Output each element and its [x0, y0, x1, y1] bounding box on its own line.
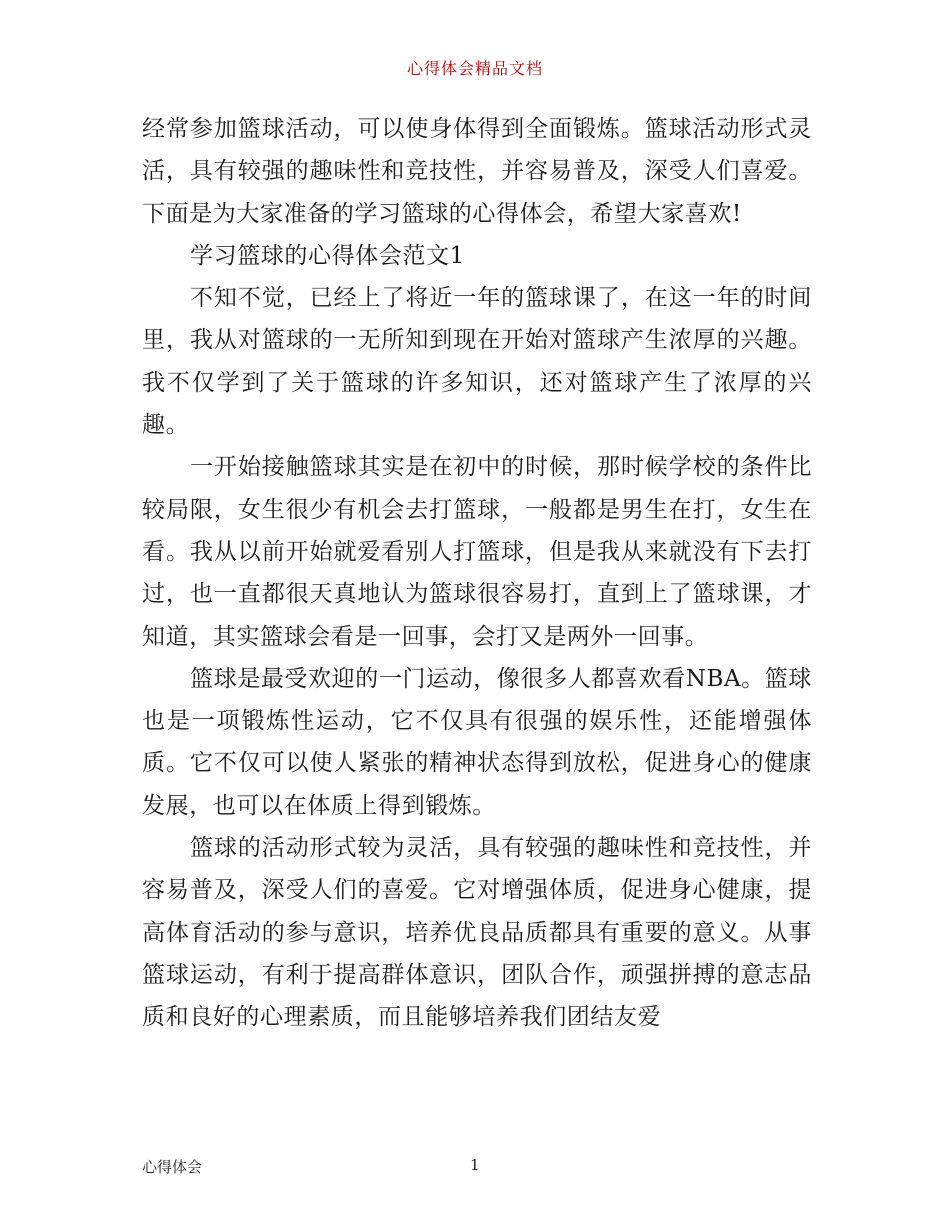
body-paragraph: 篮球的活动形式较为灵活，具有较强的趣味性和竞技性，并容易普及，深受人们的喜爱。它对增强体质，促进身心健康，提高体育活动的参与意识，培养优良品质都具有重要的意义。从事篮球运动，有利于提高群体意识，团队合作，顽强拼搏的意志品质和良好的心理素质，而且能够培养我们团结友爱 — [142, 835, 812, 1031]
body-paragraph: 不知不觉，已经上了将近一年的篮球课了，在这一年的时间里，我从对篮球的一无所知到现在开始对篮球产生浓厚的兴趣。我不仅学到了关于篮球的许多知识，还对篮球产生了浓厚的兴趣。 — [142, 285, 812, 439]
page-header-title: 心得体会精品文档 — [406, 59, 543, 78]
footer-label: 心得体会 — [142, 1158, 203, 1176]
document-body — [142, 108, 812, 1039]
intro-paragraph: 经常参加篮球活动，可以使身体得到全面锻炼。篮球活动形式灵活，具有较强的趣味性和竞技性，并容易普及，深受人们喜爱。下面是为大家准备的学习篮球的心得体会，希望大家喜欢! — [142, 116, 812, 227]
body-paragraph: 一开始接触篮球其实是在初中的时候，那时候学校的条件比较局限，女生很少有机会去打篮球，一般都是男生在打，女生在看。我从以前开始就爱看别人打篮球，但是我从来就没有下去打过，也一直都很天真地认为篮球很容易打，直到上了篮球课，才知道，其实篮球会看是一回事，会打又是两外一回事。 — [142, 454, 812, 650]
body-paragraph: 篮球是最受欢迎的一门运动，像很多人都喜欢看NBA。篮球也是一项锻炼性运动，它不仅具有很强的娱乐性，还能增强体质。它不仅可以使人紧张的精神状态得到放松，促进身心的健康发展，也可以在体质上得到锻炼。 — [142, 665, 812, 819]
page-number: 1 — [470, 1156, 480, 1174]
section-heading: 学习篮球的心得体会范文1 — [190, 242, 465, 269]
